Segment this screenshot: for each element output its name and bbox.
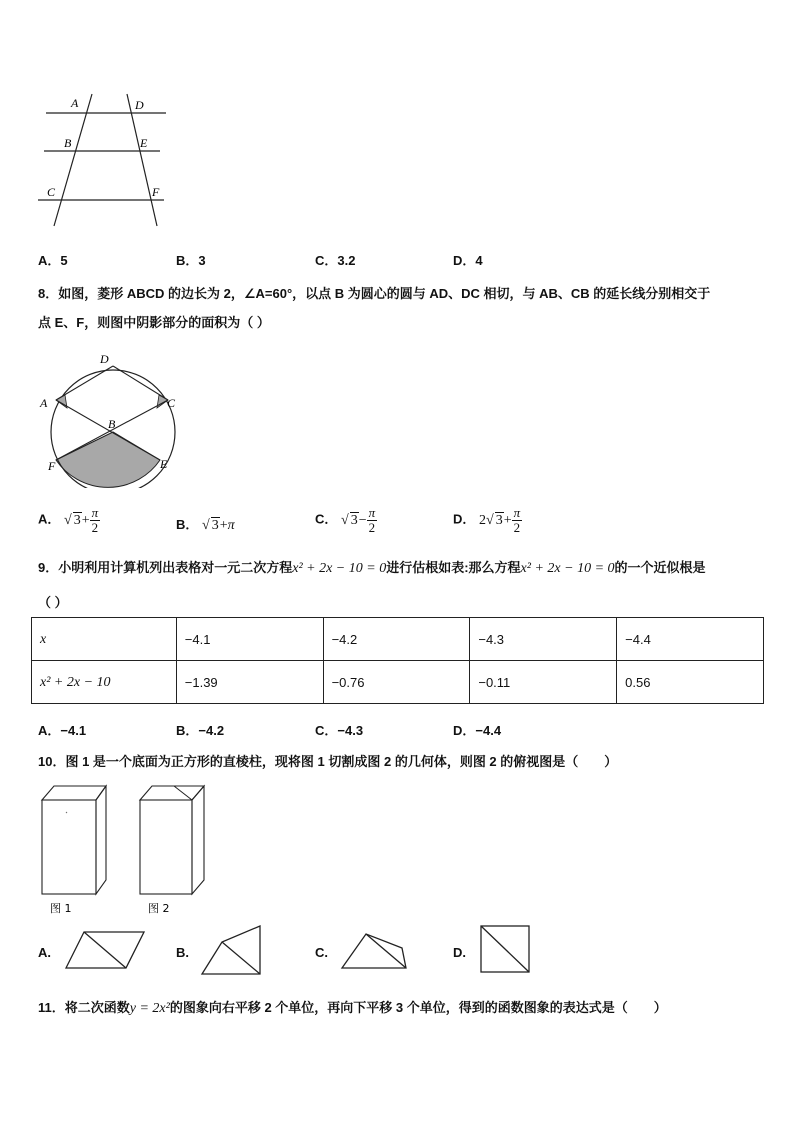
q10-figure-1 — [36, 782, 116, 917]
q8-option-d-radicand: 3 — [495, 512, 503, 528]
q8-figure — [36, 348, 186, 488]
q8-option-d-num: π — [513, 505, 521, 520]
q8-label-a: A — [40, 396, 48, 410]
q10-option-c[interactable]: C. — [315, 945, 328, 960]
q8-option-d-coef: 2 — [479, 512, 487, 528]
table-cell — [32, 618, 177, 661]
q9-paren: （ ） — [38, 595, 68, 610]
q8-option-b-radicand: 3 — [211, 518, 219, 533]
q8-option-c-num: π — [368, 505, 376, 520]
q8-option-b-op: + — [219, 518, 228, 533]
q10-text: 10．图 1 是一个底面为正方形的直棱柱，现将图 1 切割成图 2 的几何体，则图 2 的俯视图是（ ） — [38, 754, 618, 769]
q7-label-a: A — [71, 96, 79, 110]
q10-caption-2: 图 2 — [148, 902, 170, 915]
q8-option-d[interactable]: D． 2√ 3+ $\frac{\pi}{2}$ — [453, 505, 521, 535]
q9-option-d[interactable]: D．−4.4 — [453, 723, 502, 738]
q7-label-f: F — [152, 185, 160, 199]
table-cell: −4.3 — [470, 618, 617, 661]
q10-option-b-shape[interactable] — [198, 922, 268, 978]
q8-option-c[interactable]: C． √ 3− $\frac{\pi}{2}$ — [315, 505, 376, 535]
q8-option-a-num: π — [91, 505, 99, 520]
q11-function: y = 2x² — [129, 1001, 170, 1016]
table-cell: −1.39 — [176, 661, 323, 704]
table-cell: −4.2 — [323, 618, 470, 661]
q9-equation: x² + 2x − 10 = 0 — [292, 561, 387, 576]
q8-label-c: C — [167, 396, 176, 410]
q8-option-a-den: 2 — [91, 520, 99, 535]
q9-option-b[interactable]: B．−4.2 — [176, 723, 225, 738]
q9-option-a[interactable]: A．−4.1 — [38, 723, 87, 738]
q9-cell-x-header: x — [40, 631, 47, 647]
q7-option-b[interactable]: B．3 — [176, 253, 206, 268]
q8-option-d-den: 2 — [513, 520, 521, 535]
q8-option-a[interactable]: A． √ 3+ $\frac{\pi}{2}$ — [38, 505, 99, 535]
q7-label-c: C — [47, 185, 56, 199]
table-cell: −4.4 — [617, 618, 764, 661]
q8-text-line2: 点 E、F，则图中阴影部分的面积为（ ） — [38, 315, 270, 330]
q7-figure — [30, 88, 175, 233]
q8-option-a-radicand: 3 — [73, 512, 81, 528]
q10-figure-2 — [134, 782, 219, 917]
q7-label-d: D — [135, 98, 144, 112]
table-cell: −0.11 — [470, 661, 617, 704]
q8-text-line1: 8．如图，菱形 ABCD 的边长为 2，∠A=60°，以点 B 为圆心的圆与 AD、DC 相切，与 AB、CB 的延长线分别相交于 — [38, 286, 711, 301]
q8-label-d: D — [100, 352, 109, 366]
q8-option-d-letter: D． — [453, 511, 476, 527]
q10-option-b[interactable]: B. — [176, 945, 189, 960]
q8-option-b-pi: π — [227, 518, 235, 533]
q10-option-a[interactable]: A. — [38, 945, 51, 960]
q8-option-c-op: − — [358, 512, 367, 528]
q8-option-c-letter: C． — [315, 511, 338, 527]
q10-option-c-shape[interactable] — [338, 928, 410, 972]
table-cell: 0.56 — [617, 661, 764, 704]
q9-middle: 进行估根如表:那么方程 — [386, 560, 521, 575]
table-cell: −0.76 — [323, 661, 470, 704]
q7-label-b: B — [64, 136, 72, 150]
q9-text — [38, 557, 706, 577]
q8-label-f: F — [48, 459, 56, 473]
q8-option-d-op: + — [503, 512, 512, 528]
q7-option-a[interactable]: A．5 — [38, 253, 68, 268]
q8-option-b-letter: B． — [176, 517, 199, 532]
q8-label-e: E — [160, 457, 168, 471]
q8-option-a-op: + — [81, 512, 90, 528]
q7-option-c[interactable]: C．3.2 — [315, 253, 356, 268]
q8-option-b[interactable]: B． √ 3+π — [176, 517, 235, 533]
q9-suffix: 的一个近似根是 — [614, 560, 706, 575]
table-cell: −4.1 — [176, 618, 323, 661]
q9-table — [31, 617, 764, 704]
q9-prefix: 9．小明利用计算机列出表格对一元二次方程 — [38, 560, 293, 575]
table-row — [32, 618, 764, 661]
q11-suffix: 的图象向右平移 2 个单位，再向下平移 3 个单位，得到的函数图象的表达式是（ ） — [169, 1000, 667, 1015]
q10-option-a-shape[interactable] — [62, 928, 148, 972]
q10-option-d[interactable]: D. — [453, 945, 466, 960]
table-row — [32, 661, 764, 704]
q8-option-c-radicand: 3 — [350, 512, 358, 528]
q9-equation-repeat: x² + 2x − 10 = 0 — [520, 561, 615, 576]
q8-label-b: B — [108, 417, 116, 431]
q11-text — [38, 997, 667, 1017]
q9-option-c[interactable]: C．−4.3 — [315, 723, 364, 738]
q10-option-d-shape[interactable] — [477, 922, 533, 976]
q7-label-e: E — [140, 136, 148, 150]
q8-option-a-letter: A． — [38, 511, 61, 527]
q10-caption-1: 图 1 — [50, 902, 72, 915]
q11-prefix: 11．将二次函数 — [38, 1000, 130, 1015]
q7-option-d[interactable]: D．4 — [453, 253, 483, 268]
q9-cell-f-header: x² + 2x − 10 — [40, 674, 111, 690]
q8-option-c-den: 2 — [368, 520, 376, 535]
table-cell — [32, 661, 177, 704]
